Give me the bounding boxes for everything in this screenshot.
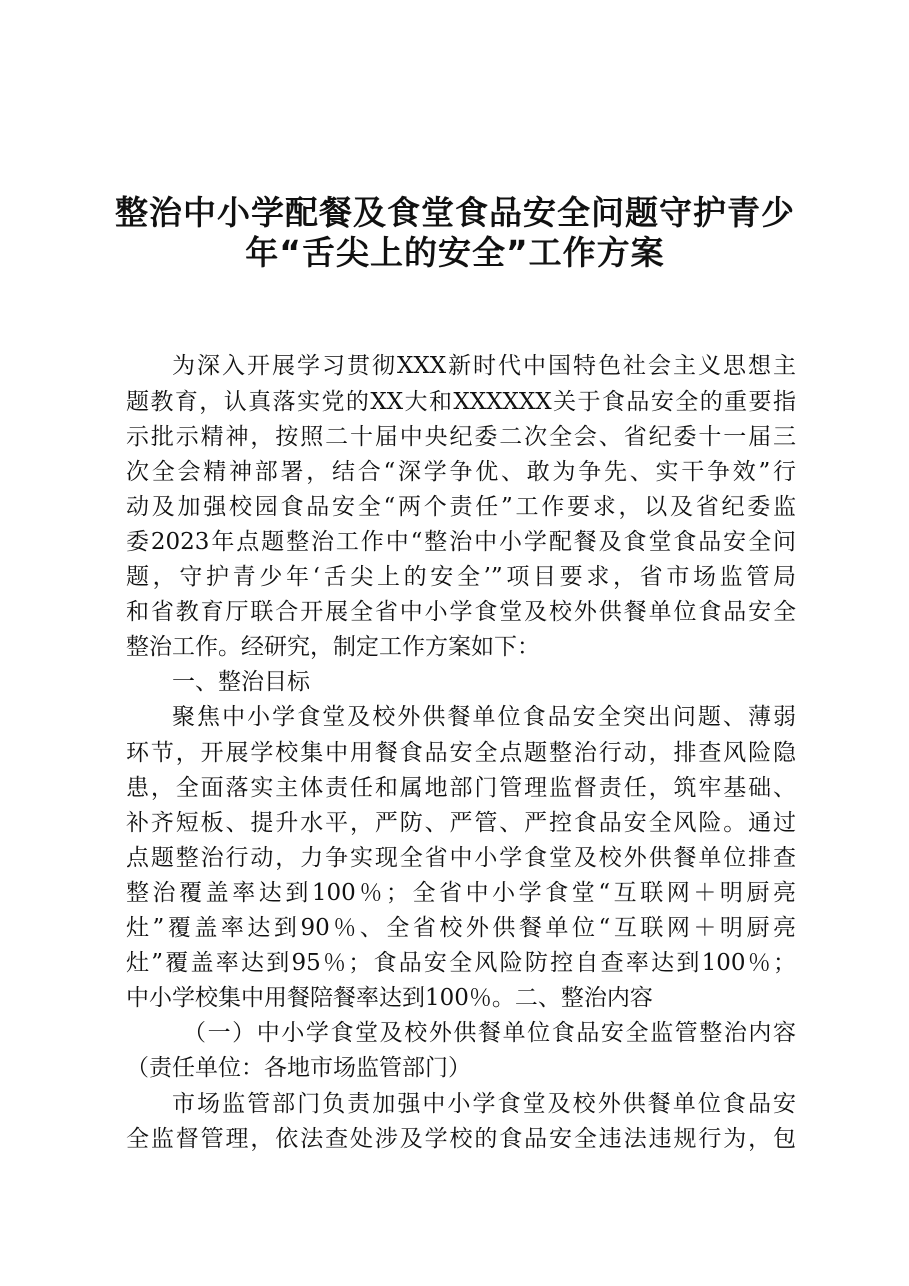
paragraph-line: 整治工作。经研究，制定工作方案如下： [126,634,540,660]
paragraph-line: 全监督管理，依法查处涉及学校的食品安全违法违规行为，包 [126,1126,796,1152]
paragraph-line: 示批示精神，按照二十届中央纪委二次全会、省纪委十一届三 [126,424,796,450]
paragraph-line: 整治覆盖率达到100％；全省中小学食堂“互联网＋明厨亮 [126,880,796,906]
paragraph-line: 环节，开展学校集中用餐食品安全点题整治行动，排查风险隐 [126,740,796,766]
paragraph-line: 题，守护青少年‘舌尖上的安全’”项目要求，省市场监管局 [126,564,796,590]
subsection-heading-cont: （责任单位：各地市场监管部门） [126,1055,471,1081]
paragraph-line: 动及加强校园食品安全“两个责任”工作要求，以及省纪委监 [126,494,796,520]
paragraph-line: 灶”覆盖率达到95％；食品安全风险防控自查率达到100％； [126,950,796,976]
paragraph-line: 补齐短板、提升水平，严防、严管、严控食品安全风险。通过 [126,810,796,836]
subsection-heading: （一）中小学食堂及校外供餐单位食品安全监管整治内容 [183,1020,796,1046]
paragraph-line: 中小学校集中用餐陪餐率达到100％。二、整治内容 [126,985,653,1011]
paragraph-line: 题教育，认真落实党的XX大和XXXXXX关于食品安全的重要指 [126,389,796,415]
paragraph-line: 和省教育厅联合开展全省中小学食堂及校外供餐单位食品安全 [126,599,796,625]
paragraph-line: 为深入开展学习贯彻XXX新时代中国特色社会主义思想主 [172,353,796,379]
paragraph-line: 灶”覆盖率达到90％、全省校外供餐单位“互联网＋明厨亮 [126,915,796,941]
document-title-line-1: 整治中小学配餐及食堂食品安全问题守护青少 [115,193,795,232]
paragraph-line: 市场监管部门负责加强中小学食堂及校外供餐单位食品安 [172,1091,796,1117]
paragraph-line: 患，全面落实主体责任和属地部门管理监督责任，筑牢基础、 [126,775,796,801]
paragraph-line: 点题整治行动，力争实现全省中小学食堂及校外供餐单位排查 [126,845,796,871]
document-title-line-2: 年“舌尖上的安全”工作方案 [245,233,665,272]
paragraph-line: 聚焦中小学食堂及校外供餐单位食品安全突出问题、薄弱 [172,704,796,730]
paragraph-line: 委2023年点题整治工作中“整治中小学配餐及食堂食品安全问 [126,529,796,555]
paragraph-line: 次全会精神部署，结合“深学争优、敢为争先、实干争效”行 [126,459,796,485]
section-heading: 一、整治目标 [172,669,310,695]
